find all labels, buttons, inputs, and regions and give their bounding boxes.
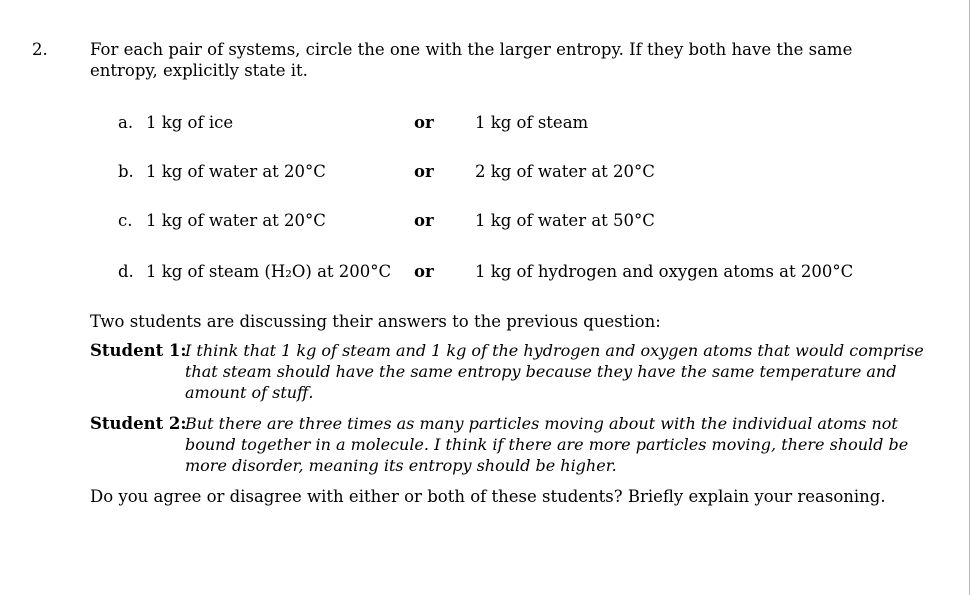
student-quote [185,413,909,476]
pair-option-right[interactable]: 2 kg of water at 20°C [475,162,655,181]
pair-row-b [0,161,972,183]
pair-connector: or [414,113,434,132]
pair-letter: a. [118,113,134,132]
student-label: Student 1: [90,341,187,360]
student-quote-line: But there are three times as many particles moving about with the individual atoms not [185,414,898,433]
discussion-intro: Two students are discussing their answers to the previous question: [90,312,661,331]
page-edge-divider [969,0,970,595]
student-quote [185,340,924,403]
pair-option-right[interactable]: 1 kg of hydrogen and oxygen atoms at 200°C [475,262,854,281]
pair-row-c [0,210,972,232]
pair-option-right[interactable]: 1 kg of steam [475,113,589,132]
pair-connector: or [414,262,434,281]
student-quote-line: bound together in a molecule. I think if there are more particles moving, there should be [185,435,909,454]
student-label: Student 2: [90,414,187,433]
pair-option-left[interactable]: 1 kg of steam (H₂O) at 200°C [146,262,392,281]
pair-connector: or [414,162,434,181]
question-prompt: For each pair of systems, circle the one with the larger entropy. If they both have the same entropy, explicitly state it. [90,40,853,80]
pair-option-left[interactable]: 1 kg of water at 20°C [146,211,326,230]
student-quote-line: amount of stuff. [185,383,314,402]
pair-letter: d. [118,262,134,281]
question-number: 2. [32,40,48,59]
pair-row-d [0,261,972,283]
final-question: Do you agree or disagree with either or both of these students? Briefly explain your reasoning. [90,487,886,506]
pair-connector: or [414,211,434,230]
student-quote-line: I think that 1 kg of steam and 1 kg of the hydrogen and oxygen atoms that would comprise [185,341,924,360]
pair-letter: c. [118,211,133,230]
pair-letter: b. [118,162,134,181]
pair-option-left[interactable]: 1 kg of water at 20°C [146,162,326,181]
student-quote-line: that steam should have the same entropy because they have the same temperature and [185,362,897,381]
pair-option-right[interactable]: 1 kg of water at 50°C [475,211,655,230]
pair-option-left[interactable]: 1 kg of ice [146,113,234,132]
student-quote-line: more disorder, meaning its entropy should be higher. [185,456,617,475]
pair-row-a [0,112,972,134]
